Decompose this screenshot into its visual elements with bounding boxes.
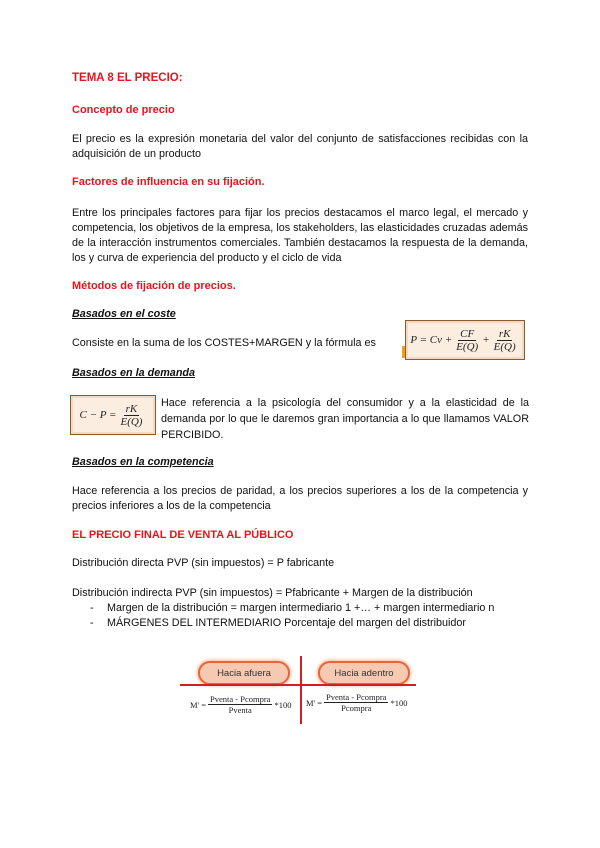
heading-metodos: Métodos de fijación de precios. xyxy=(72,280,236,292)
formula-hacia-adentro xyxy=(306,692,407,713)
formula-demanda-den: E(Q) xyxy=(120,415,143,428)
bullet-margen-distribucion: Margen de la distribución = margen intermediario 1 +… + margen intermediario n xyxy=(107,602,495,614)
paragraph-factores: Entre los principales factores para fijar los precios destacamos el marco legal, el mercado y competencia, los objetivos de la empresa, los stakeholders, las elasticidades cruzadas además de la interacción instrumentos comerciales. También destacamos la respuesta de la demanda, los y curva de experiencia del producto y el ciclo de vida xyxy=(72,207,528,264)
formula-afuera-num: Pventa - Pcompra xyxy=(210,694,271,704)
subheading-competencia: Basados en la competencia xyxy=(72,456,214,468)
pill-hacia-afuera: Hacia afuera xyxy=(198,661,290,685)
paragraph-concepto: El precio es la expresión monetaria del valor del conjunto de satisfacciones recibidas con la adquisición de un producto xyxy=(72,133,528,160)
heading-factores: Factores de influencia en su fijación. xyxy=(72,176,265,188)
formula-adentro-num: Pventa - Pcompra xyxy=(326,692,387,702)
formula-afuera-frac xyxy=(208,694,272,715)
text-coste: Consiste en la suma de los COSTES+MARGEN y la fórmula es xyxy=(72,337,376,349)
page-title: TEMA 8 EL PRECIO: xyxy=(72,72,183,84)
formula-coste-plus: + xyxy=(482,334,490,346)
text-distribucion-directa: Distribución directa PVP (sin impuestos) = P fabricante xyxy=(72,557,335,569)
subheading-coste: Basados en el coste xyxy=(72,308,176,320)
formula-adentro-frac xyxy=(324,692,388,713)
bullet-margenes-intermediario: MÁRGENES DEL INTERMEDIARIO Porcentaje del margen del distribuidor xyxy=(107,617,467,629)
formula-coste-lhs: P = Cv + xyxy=(410,334,453,346)
paragraph-demanda: Hace referencia a la psicología del consumidor y a la elasticidad de la demanda por lo que le daremos gran importancia a lo que llamamos VALOR PERCIBIDO. xyxy=(161,397,529,441)
heading-concepto: Concepto de precio xyxy=(72,104,175,116)
formula-demanda-num: rK xyxy=(125,402,138,415)
formula-demanda xyxy=(70,395,156,435)
heading-pvp: EL PRECIO FINAL DE VENTA AL PÚBLICO xyxy=(72,529,294,541)
formula-coste-frac2-den: E(Q) xyxy=(493,340,516,353)
formula-coste-frac2 xyxy=(492,328,518,353)
formula-coste xyxy=(405,320,525,360)
formula-coste-frac2-num: rK xyxy=(498,327,511,340)
formula-coste-frac1-num: CF xyxy=(460,327,475,340)
formula-demanda-lhs: C − P = xyxy=(79,409,117,421)
formula-adentro-tail: *100 xyxy=(390,697,408,708)
formula-coste-frac1-den: E(Q) xyxy=(456,340,479,353)
paragraph-competencia: Hace referencia a los precios de paridad, a los precios superiores a los de la competencia y precios inferiores a los de la competencia xyxy=(72,485,528,512)
formula-adentro-lhs: M' = xyxy=(306,697,323,708)
subheading-demanda: Basados en la demanda xyxy=(72,367,196,379)
diagram-vertical-divider xyxy=(300,656,302,724)
formula-adentro-den: Pcompra xyxy=(341,703,372,713)
pill-hacia-adentro: Hacia adentro xyxy=(318,661,410,685)
diagram-horizontal-divider xyxy=(180,684,416,686)
formula-hacia-afuera xyxy=(190,694,291,715)
formula-demanda-frac xyxy=(118,403,144,428)
formula-afuera-lhs: M' = xyxy=(190,699,207,710)
formula-coste-frac1 xyxy=(454,328,480,353)
bullet-dash-2: - xyxy=(90,617,94,629)
formula-afuera-tail: *100 xyxy=(274,699,292,710)
formula-afuera-den: Pventa xyxy=(228,705,252,715)
text-distribucion-indirecta: Distribución indirecta PVP (sin impuestos) = Pfabricante + Margen de la distribución xyxy=(72,587,473,599)
bullet-dash-1: - xyxy=(90,602,94,614)
